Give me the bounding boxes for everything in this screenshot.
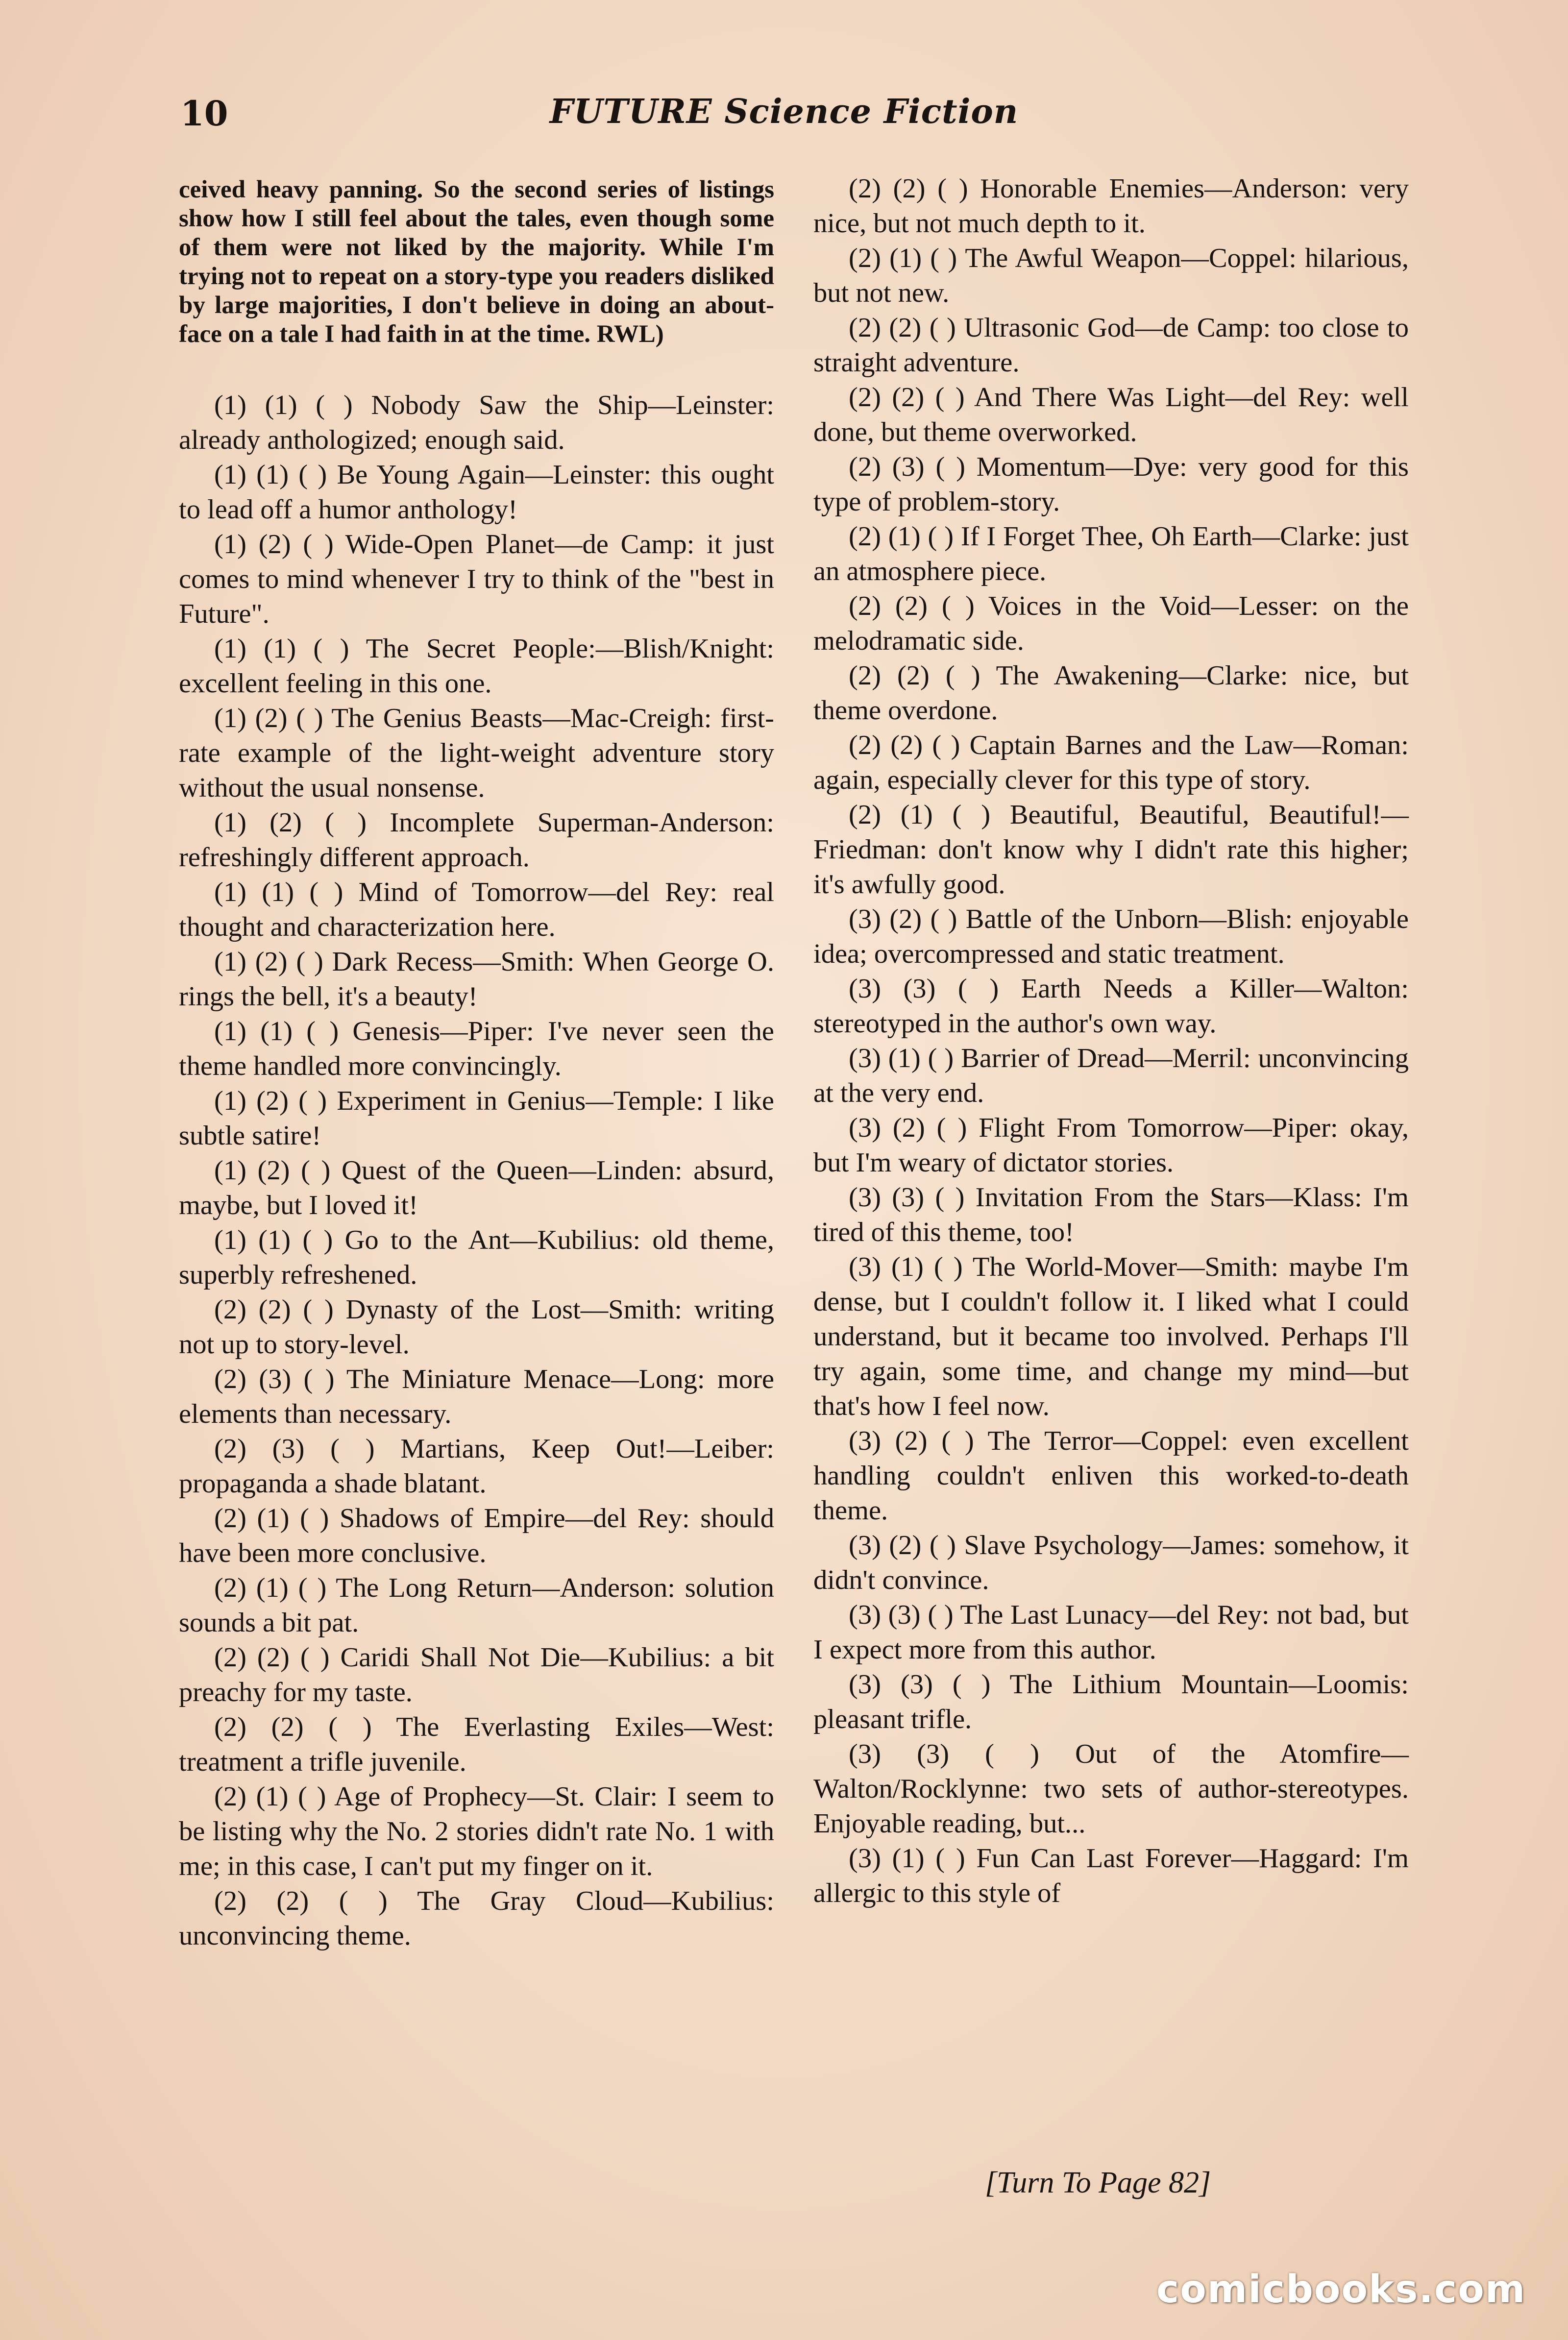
rating-entry: (2) (2) ( ) Captain Barnes and the Law—Roman: again, especially clever for this type of story. (813, 730, 1409, 795)
rating-entry: (3) (3) ( ) The Lithium Mountain—Loomis: pleasant trifle. (813, 1669, 1409, 1734)
rating-entry: (2) (2) ( ) The Gray Cloud—Kubilius: unconvincing theme. (179, 1886, 774, 1951)
rating-entry: (2) (1) ( ) If I Forget Thee, Oh Earth—Clarke: just an atmosphere piece. (813, 521, 1409, 586)
rating-entry: (1) (1) ( ) Genesis—Piper: I've never seen the theme handled more convincingly. (179, 1016, 774, 1081)
rating-entry: (2) (2) ( ) Dynasty of the Lost—Smith: writing not up to story-level. (179, 1294, 774, 1360)
rating-entry: (3) (3) ( ) Invitation From the Stars—Klass: I'm tired of this theme, too! (813, 1182, 1409, 1247)
rating-entry: (2) (2) ( ) Honorable Enemies—Anderson: very nice, but not much depth to it. (813, 173, 1409, 239)
page-number: 10 (180, 93, 228, 134)
editorial-intro: ceived heavy panning. So the second series of listings show how I still feel about the tales, even though some of them were not liked by the majority. While I'm trying not to repeat on a story-type you readers disliked by large majorities, I don't believe in doing an about-face on a tale I had faith in at the time. RWL) (179, 176, 774, 348)
rating-entry: (2) (2) ( ) Ultrasonic God—de Camp: too close to straight adventure. (813, 313, 1409, 378)
rating-entry: (1) (1) ( ) Nobody Saw the Ship—Leinster: already anthologized; enough said. (179, 390, 774, 455)
rating-entry: (3) (2) ( ) Flight From Tomorrow—Piper: okay, but I'm weary of dictator stories. (813, 1113, 1409, 1178)
rating-entry: (1) (2) ( ) The Genius Beasts—Mac-Creigh: first-rate example of the light-weight adventure story without the usual nonsense. (179, 703, 774, 803)
magazine-subtitle: Science Fiction (724, 92, 1019, 131)
rating-entry: (3) (2) ( ) Battle of the Unborn—Blish: enjoyable idea; overcompressed and static treatment. (813, 904, 1409, 969)
rating-entry: (2) (3) ( ) Martians, Keep Out!—Leiber: propaganda a shade blatant. (179, 1434, 774, 1499)
rating-entry: (2) (3) ( ) The Miniature Menace—Long: more elements than necessary. (179, 1364, 774, 1429)
rating-entry: (2) (1) ( ) The Awful Weapon—Coppel: hilarious, but not new. (813, 243, 1409, 308)
rating-entry: (2) (1) ( ) Shadows of Empire—del Rey: should have been more conclusive. (179, 1503, 774, 1568)
rating-entry: (2) (2) ( ) Voices in the Void—Lesser: on the melodramatic side. (813, 591, 1409, 656)
rating-entry: (1) (2) ( ) Wide-Open Planet—de Camp: it just comes to mind whenever I try to think of the "best in Future". (179, 529, 774, 629)
rating-entry: (2) (1) ( ) Age of Prophecy—St. Clair: I seem to be listing why the No. 2 stories didn't rate No. 1 with me; in this case, I can't put my finger on it. (179, 1781, 774, 1881)
watermark: comicbooks.com (1156, 2267, 1526, 2312)
rating-entry: (2) (2) ( ) The Everlasting Exiles—West: treatment a trifle juvenile. (179, 1712, 774, 1777)
rating-entry: (2) (1) ( ) The Long Return—Anderson: solution sounds a bit pat. (179, 1573, 774, 1638)
right-column (813, 171, 1409, 1911)
rating-entry: (3) (1) ( ) Barrier of Dread—Merril: unconvincing at the very end. (813, 1043, 1409, 1108)
rating-entry: (1) (2) ( ) Quest of the Queen—Linden: absurd, maybe, but I loved it! (179, 1155, 774, 1220)
rating-entry: (2) (2) ( ) Caridi Shall Not Die—Kubilius: a bit preachy for my taste. (179, 1642, 774, 1707)
rating-entry: (3) (1) ( ) Fun Can Last Forever—Haggard: I'm allergic to this style of (813, 1843, 1409, 1908)
rating-entry: (3) (3) ( ) Earth Needs a Killer—Walton: stereotyped in the author's own way. (813, 974, 1409, 1039)
rating-entry: (3) (2) ( ) The Terror—Coppel: even excellent handling couldn't enliven this worked-to-death theme. (813, 1426, 1409, 1526)
rating-entry: (2) (2) ( ) The Awakening—Clarke: nice, but theme overdone. (813, 660, 1409, 726)
magazine-name: FUTURE (549, 92, 712, 131)
rating-entry: (1) (2) ( ) Experiment in Genius—Temple: I like subtle satire! (179, 1086, 774, 1151)
rating-entry: (1) (1) ( ) The Secret People:—Blish/Knight: excellent feeling in this one. (179, 634, 774, 699)
right-entry-list (813, 171, 1409, 1911)
rating-entry: (2) (2) ( ) And There Was Light—del Rey: well done, but theme overworked. (813, 382, 1409, 447)
rating-entry: (3) (3) ( ) Out of the Atomfire—Walton/Rocklynne: two sets of author-stereotypes. Enjoyable reading, but... (813, 1739, 1409, 1839)
rating-entry: (1) (1) ( ) Go to the Ant—Kubilius: old theme, superbly refreshened. (179, 1225, 774, 1290)
continuation-note: [Turn To Page 82] (985, 2166, 1211, 2199)
left-column (179, 175, 774, 1953)
rating-entry: (1) (2) ( ) Dark Recess—Smith: When George O. rings the bell, it's a beauty! (179, 947, 774, 1012)
rating-entry: (2) (1) ( ) Beautiful, Beautiful, Beautiful!—Friedman: don't know why I didn't rate this higher; it's awfully good. (813, 800, 1409, 900)
rating-entry: (3) (1) ( ) The World-Mover—Smith: maybe I'm dense, but I couldn't follow it. I liked what I could understand, but it became too involved. Perhaps I'll try again, some time, and change my mind—but that's how I feel now. (813, 1252, 1409, 1421)
running-header (0, 92, 1568, 131)
rating-entry: (1) (1) ( ) Be Young Again—Leinster: this ought to lead off a humor anthology! (179, 460, 774, 525)
left-entry-list (179, 388, 774, 1953)
rating-entry: (3) (2) ( ) Slave Psychology—James: somehow, it didn't convince. (813, 1530, 1409, 1595)
rating-entry: (1) (1) ( ) Mind of Tomorrow—del Rey: real thought and characterization here. (179, 877, 774, 942)
rating-entry: (1) (2) ( ) Incomplete Superman-Anderson: refreshingly different approach. (179, 807, 774, 873)
rating-entry: (3) (3) ( ) The Last Lunacy—del Rey: not bad, but I expect more from this author. (813, 1600, 1409, 1665)
rating-entry: (2) (3) ( ) Momentum—Dye: very good for this type of problem-story. (813, 452, 1409, 517)
